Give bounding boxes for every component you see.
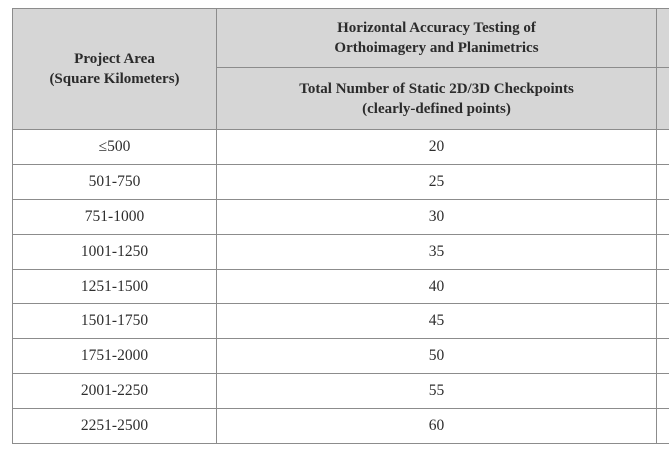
area-cell: 1501-1750	[13, 304, 217, 339]
cropped-column-header	[657, 9, 669, 68]
cropped-cell	[657, 409, 669, 444]
table-header	[13, 9, 669, 130]
table-body	[13, 130, 669, 444]
checkpoint-table	[12, 8, 669, 444]
checkpoints-cell: 45	[217, 304, 657, 339]
table-row	[13, 409, 669, 444]
table-row	[13, 269, 669, 304]
area-cell: 2001-2250	[13, 374, 217, 409]
cropped-cell	[657, 199, 669, 234]
cropped-cell	[657, 304, 669, 339]
table-row	[13, 374, 669, 409]
checkpoints-header-line2: (clearly-defined points)	[362, 100, 511, 117]
cropped-cell	[657, 374, 669, 409]
checkpoints-cell: 35	[217, 234, 657, 269]
cropped-cell	[657, 339, 669, 374]
area-cell: 2251-2500	[13, 409, 217, 444]
project-area-header-line2: (Square Kilometers)	[49, 71, 180, 87]
checkpoints-cell: 50	[217, 339, 657, 374]
checkpoints-header-line1: Total Number of Static 2D/3D Checkpoints	[299, 80, 574, 97]
checkpoints-cell: 40	[217, 269, 657, 304]
cropped-cell	[657, 164, 669, 199]
project-area-header-line1: Project Area	[74, 51, 155, 67]
table-row	[13, 199, 669, 234]
area-cell: 751-1000	[13, 199, 217, 234]
table-row	[13, 164, 669, 199]
cropped-cell	[657, 269, 669, 304]
area-cell: 1751-2000	[13, 339, 217, 374]
project-area-header	[13, 9, 217, 130]
horizontal-accuracy-group-header	[217, 9, 657, 68]
table-row	[13, 234, 669, 269]
table-row	[13, 339, 669, 374]
group-header-line1: Horizontal Accuracy Testing of	[337, 20, 536, 36]
table-row	[13, 130, 669, 165]
checkpoints-cell: 20	[217, 130, 657, 165]
checkpoints-cell: 55	[217, 374, 657, 409]
group-header-line2: Orthoimagery and Planimetrics	[334, 40, 539, 56]
checkpoints-cell: 30	[217, 199, 657, 234]
area-cell: ≤500	[13, 130, 217, 165]
checkpoints-cell: 60	[217, 409, 657, 444]
cropped-column-subheader	[657, 68, 669, 130]
cropped-cell	[657, 130, 669, 165]
area-cell: 1251-1500	[13, 269, 217, 304]
checkpoints-header	[217, 68, 657, 130]
area-cell: 501-750	[13, 164, 217, 199]
cropped-cell	[657, 234, 669, 269]
table-row	[13, 304, 669, 339]
area-cell: 1001-1250	[13, 234, 217, 269]
checkpoints-cell: 25	[217, 164, 657, 199]
